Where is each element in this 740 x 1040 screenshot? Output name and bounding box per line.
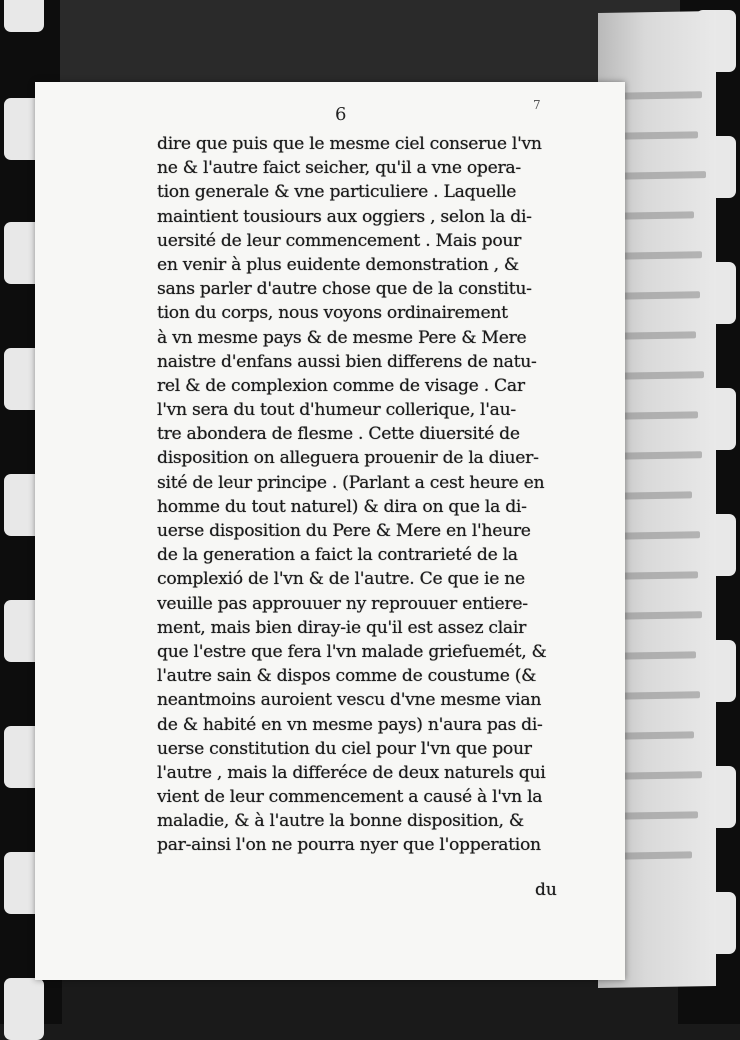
text-line: tre abondera de flesme . Cette diuersité de — [157, 424, 520, 445]
catchword: du — [535, 880, 557, 900]
text-line: l'vn sera du tout d'humeur collerique, l'au- — [157, 400, 516, 421]
text-line: maladie, & à l'autre la bonne disposition, & — [157, 811, 524, 832]
text-line: rel & de complexion comme de visage . Car — [157, 375, 525, 396]
text-line: ne & l'autre faict seicher, qu'il a vne opera- — [157, 158, 521, 179]
text-line: maintient tousiours aux oggiers , selon la di- — [157, 206, 532, 227]
text-line: de & habité en vn mesme pays) n'aura pas di- — [157, 714, 543, 735]
text-line: ment, mais bien diray-ie qu'il est assez clair — [157, 617, 526, 638]
text-line: l'autre sain & dispos comme de coustume (& — [157, 666, 537, 687]
page-number: 6 — [335, 104, 347, 125]
text-line: tion generale & vne particuliere . Laquelle — [157, 182, 517, 203]
text-line: uerse constitution du ciel pour l'vn que pour — [157, 738, 532, 759]
text-line: complexió de l'vn & de l'autre. Ce que ie ne — [157, 569, 525, 590]
text-line: neantmoins auroient vescu d'vne mesme vian — [157, 690, 542, 711]
text-line: l'autre , mais la differéce de deux naturels qui — [157, 762, 546, 783]
book-page — [35, 82, 625, 980]
text-line: vient de leur commencement a causé à l'vn la — [157, 787, 543, 808]
text-line: disposition on alleguera prouenir de la diuer- — [157, 448, 539, 469]
text-line: veuille pas approuuer ny reprouuer entiere- — [157, 593, 528, 614]
text-line: uerse disposition du Pere & Mere en l'heure — [157, 521, 531, 541]
text-line: à vn mesme pays & de mesme Pere & Mere — [157, 327, 527, 348]
text-line: sité de leur principe . (Parlant a cest heure en — [157, 472, 545, 493]
facing-page-number: 7 — [533, 98, 541, 112]
text-line: naistre d'enfans aussi bien differens de natu- — [157, 351, 537, 372]
text-line: homme du tout naturel) & dira on que la di- — [157, 496, 527, 517]
text-line: uersité de leur commencement . Mais pour — [157, 230, 522, 251]
text-line: en venir à plus euidente demonstration , & — [157, 254, 519, 275]
body-text — [157, 132, 567, 858]
text-line: tion du corps, nous voyons ordinairement — [157, 303, 508, 324]
sprocket-hole — [4, 0, 44, 32]
text-line: dire que puis que le mesme ciel conserue l'vn — [157, 134, 542, 154]
background-band — [60, 0, 680, 95]
sprocket-hole — [4, 978, 44, 1040]
text-line: par-ainsi l'on ne pourra nyer que l'opperation — [157, 835, 541, 856]
text-line: que l'estre que fera l'vn malade griefuemét, & — [157, 641, 547, 662]
text-line: sans parler d'autre chose que de la constitu- — [157, 279, 532, 300]
text-line: de la generation a faict la contrarieté de la — [157, 545, 518, 566]
